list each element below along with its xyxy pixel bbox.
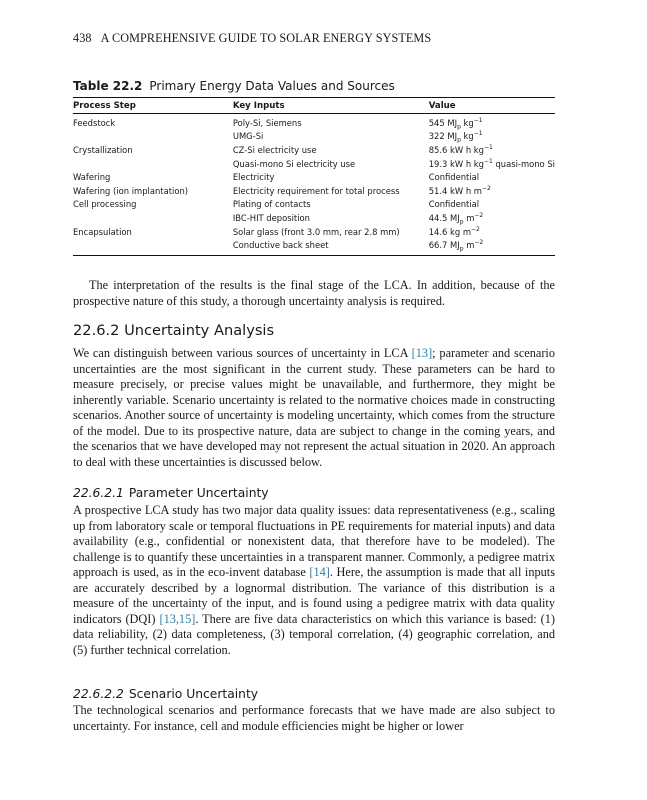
cell-value: Confidential [428,199,480,210]
column-header-key-inputs: Key Inputs [233,98,429,114]
cell-key-input: CZ-Si electricity use [232,144,317,155]
cell-process-step: Wafering [73,172,111,183]
section-heading [73,322,274,339]
table-caption [73,79,563,93]
cell-key-input: Conductive back sheet [232,240,329,251]
citation-link[interactable]: [13] [411,346,433,360]
cell-key-input: Plating of contacts [232,199,311,210]
text-run: . Here, the assumption is made that all inputs are accurately described by a lognormal distribution. The variance of this distribution is a measure of the uncertainty of the input, and is found using a pedigree matrix with data quality indicators (DQI) [73,565,555,626]
intro-paragraph: The interpretation of the results is the final stage of the LCA. In addition, because of the prospective nature of this study, a thorough uncertainty analysis is required. [73,278,555,308]
section-number: 22.6.2 [73,322,120,339]
scenario-uncertainty-paragraph: The technological scenarios and performance forecasts that we have made are also subject to uncertainty. For instance, cell and module efficiencies might be higher or lower [73,703,555,733]
table-row [73,114,555,130]
cell-value: 85.6 kW h $kg^{-1}$ [428,144,493,155]
section-title: Uncertainty Analysis [124,322,275,339]
cell-process-step: Crystallization [73,144,133,155]
table-row [73,130,555,144]
table-row [73,184,555,198]
column-header-process-step: Process Step [73,98,233,114]
cell-key-input: UMG-Si [232,131,264,142]
table-row [73,198,555,212]
running-head [73,31,573,46]
cell-process-step [73,157,233,171]
cell-key-input: Poly-Si, Siemens [232,117,302,128]
table-title: Primary Energy Data Values and Sources [149,79,395,93]
text-run: ; parameter and scenario uncertainties are the most significant in the current study. These parameters can be hard to measure precisely, or precise values might be unavailable, and furthermore, they might be inherently variable. Scenario uncertainty is related to the normative choices made in constructing scenarios. Another source of uncertainty is modeling uncertainty, which comes from the structure of the model. Due to its prospective nature, data are subject to change in the coming years, and the scenarios that we have developed may not represent the actual situation in 2020. An approach to deal with these uncertainties is discussed below. [73,346,555,469]
table-row [73,225,555,239]
cell-process-step: Cell processing [73,199,137,210]
table-header-row [73,98,555,114]
cell-value: 51.4 kW h $m^{-2}$ [428,184,491,196]
page-number: 438 [73,31,92,45]
table-row [73,143,555,157]
cell-value: 322 $MJ_p$ $kg^{-1}$ [428,130,483,145]
table-row [73,157,555,171]
citation-link[interactable]: [13,15] [159,611,196,626]
cell-key-input: Electricity requirement for total process [232,185,400,196]
cell-value: 44.5 $MJ_p$ $m^{-2}$ [428,212,484,226]
subsection-heading-parameter [73,486,269,500]
subsection-title: Scenario Uncertainty [128,687,259,701]
text-run: We can distinguish between various sources of uncertainty in LCA [73,346,412,360]
cell-process-step: Feedstock [73,117,116,128]
subsection-number: 22.6.2.2 [73,687,124,701]
subsection-number: 22.6.2.1 [73,486,124,500]
subsection-title: Parameter Uncertainty [128,486,269,500]
uncertainty-paragraph [73,346,555,470]
cell-key-input: Solar glass (front 3.0 mm, rear 2.8 mm) [232,226,400,237]
cell-process-step: Wafering (ion implantation) [73,185,189,196]
cell-value: 66.7 $MJ_p$ $m^{-2}$ [428,239,484,253]
book-title: A COMPREHENSIVE GUIDE TO SOLAR ENERGY SYSTEMS [100,31,432,45]
subsection-heading-scenario [73,687,258,701]
text-run: . There are five data characteristics on which this variance is based: (1) data reliability, (2) data completeness, (3) temporal correlation, (4) geographic correlation, and (5) further technical correlation. [73,611,556,657]
column-header-value: Value [429,98,555,114]
primary-energy-table [73,97,555,256]
cell-value: 19.3 kW h $kg^{-1}$ quasi-mono Si [428,157,555,169]
cell-value: Confidential [428,172,480,183]
citation-link[interactable]: [14] [309,565,330,580]
text-run: A prospective LCA study has two major data quality issues: data representativeness (e.g., scaling up from laboratory scale or temporal fluctuations in PE requirements for material inputs) and data availability (e.g., confidential or nonexistent data, that therefore have to be modeled). The challenge is to quantify these uncertainties in a transparent manner. Commonly, a pedigree matrix approach is used, as in the eco-invent database [73,503,555,580]
cell-key-input: Electricity [232,172,275,183]
parameter-uncertainty-paragraph [73,503,555,658]
cell-key-input: Quasi-mono Si electricity use [232,158,356,169]
cell-key-input: IBC-HIT deposition [232,212,310,223]
cell-process-step: Encapsulation [73,226,132,237]
table-row [73,238,555,255]
cell-process-step [73,130,233,144]
cell-value: 545 $MJ_p$ $kg^{-1}$ [428,117,483,131]
cell-value: 14.6 kg $m^{-2}$ [428,225,480,237]
table-row [73,211,555,225]
table-row [73,170,555,184]
table-number: Table 22.2 [73,79,143,93]
cell-process-step [73,238,233,255]
cell-process-step [73,211,233,225]
